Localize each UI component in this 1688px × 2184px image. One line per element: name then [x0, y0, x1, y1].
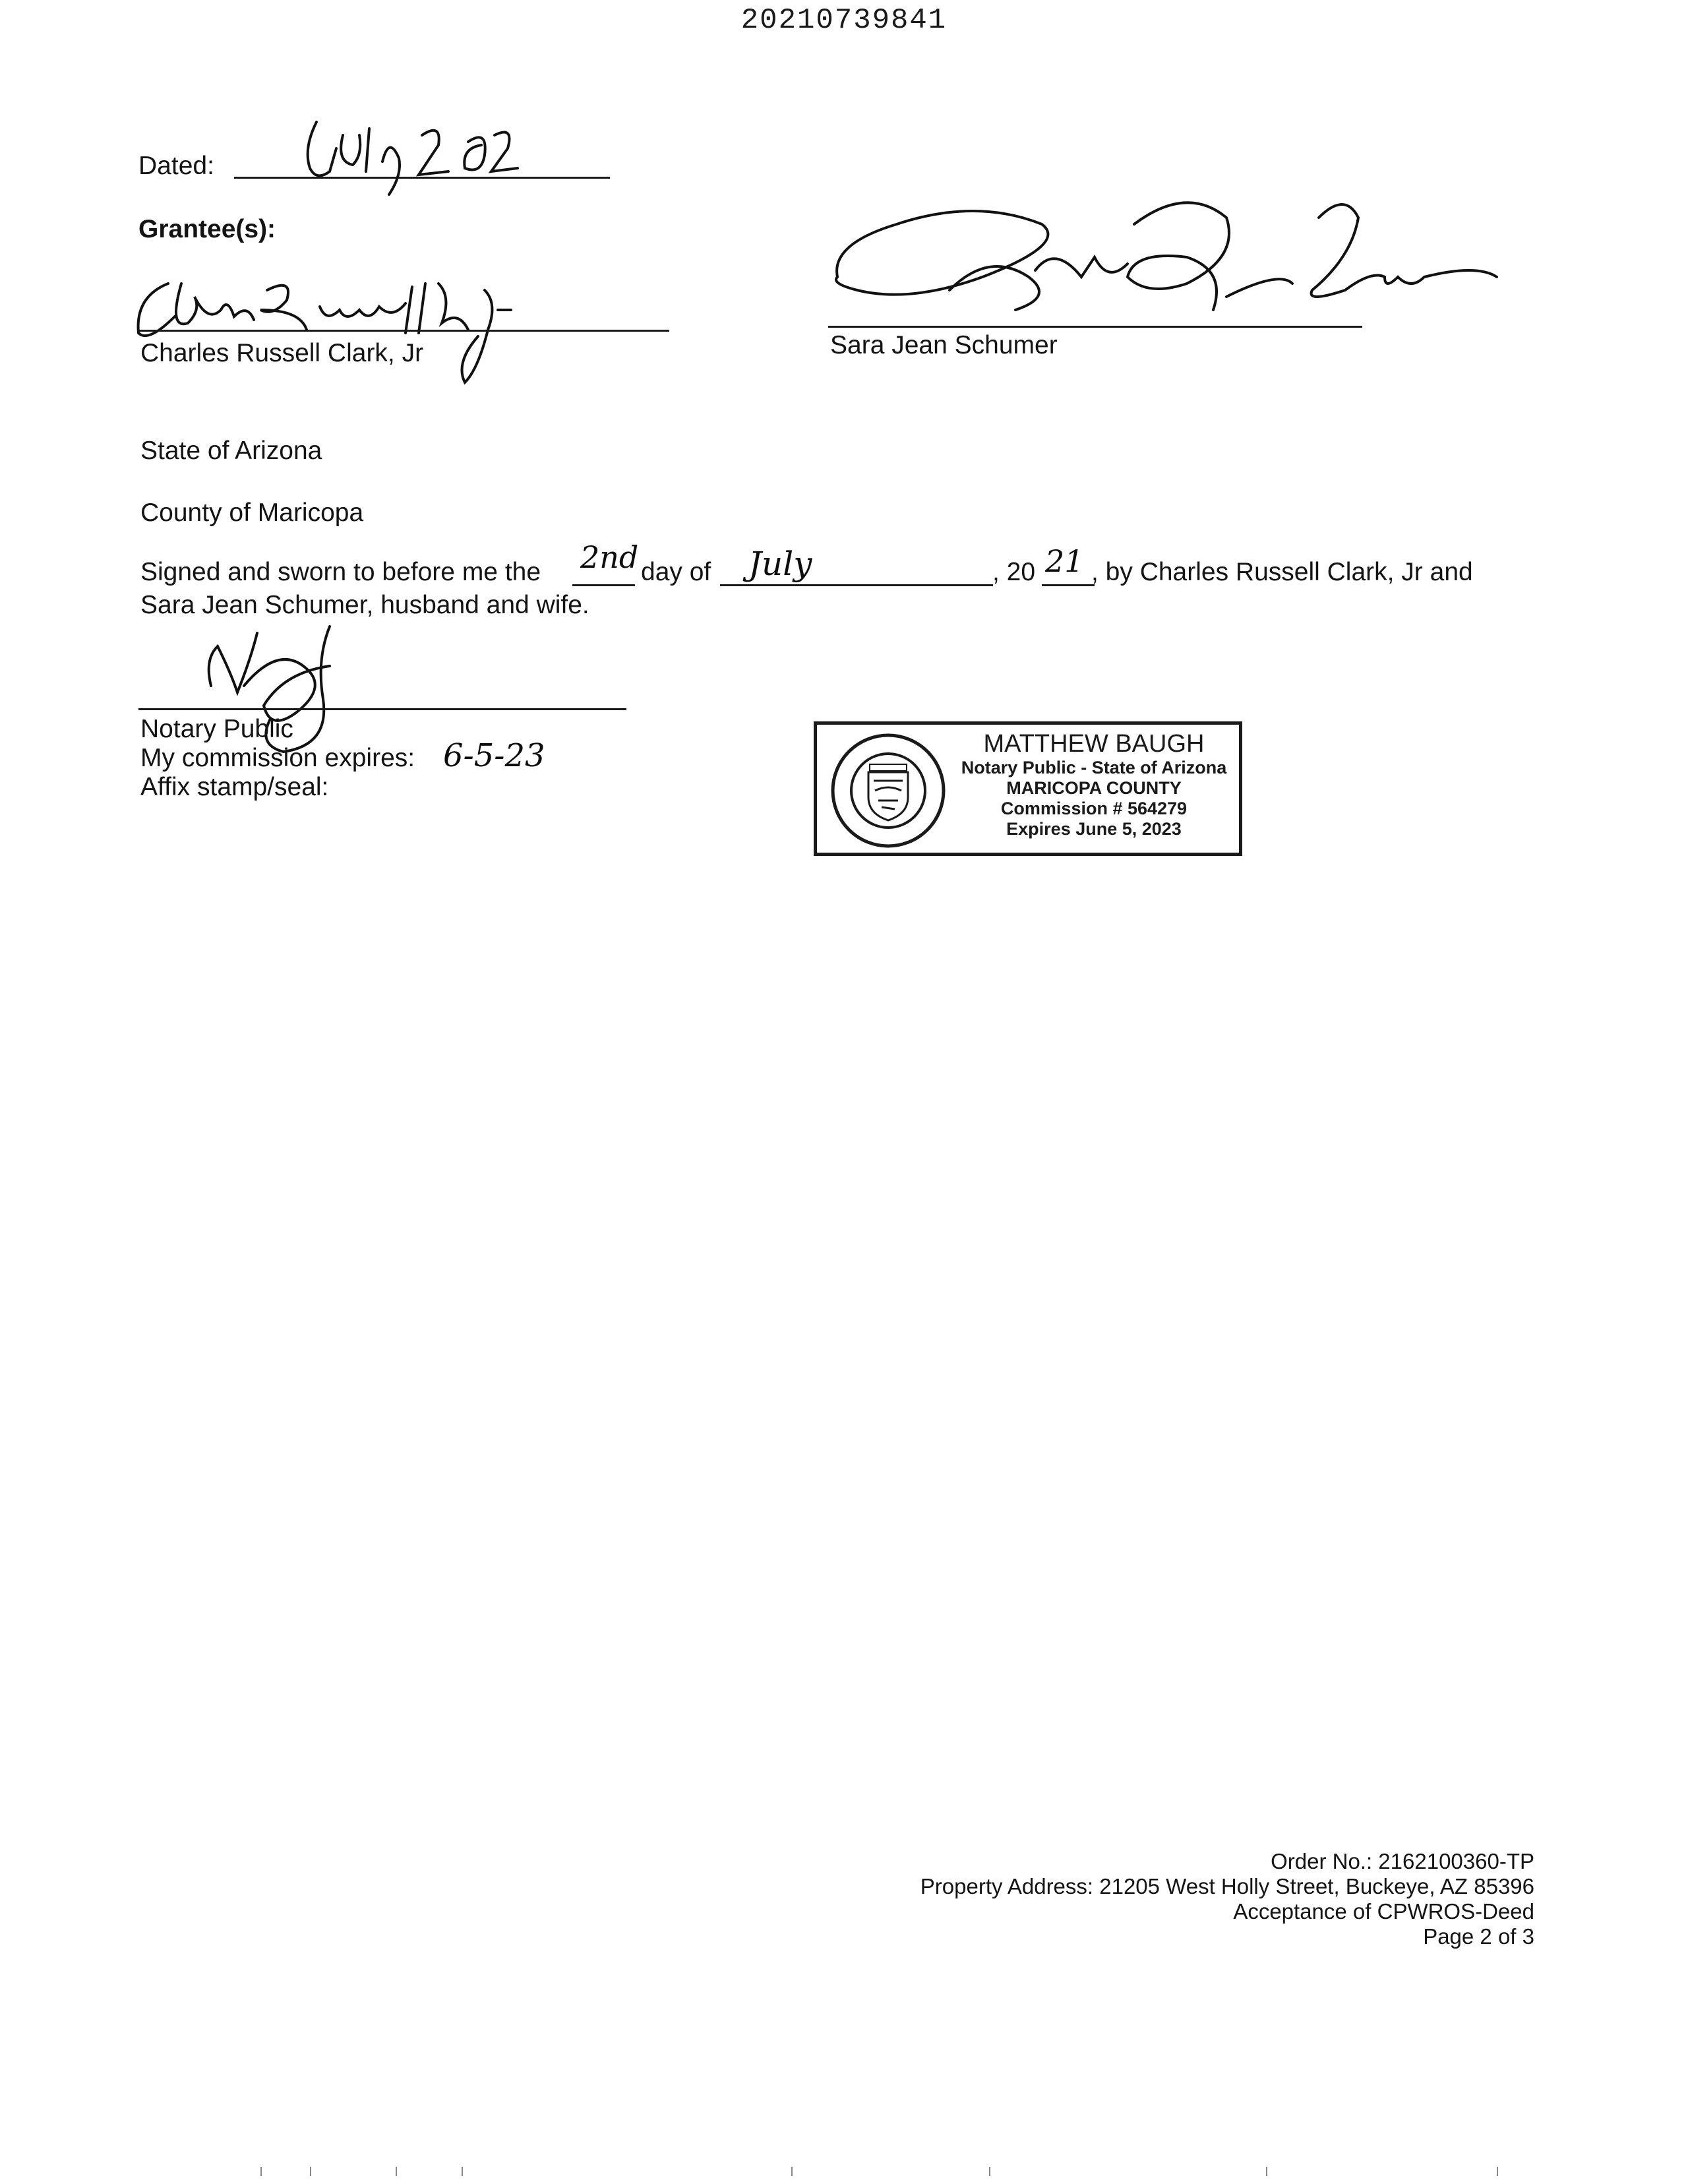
- scan-artifact: [791, 2167, 793, 2176]
- year-blank: [1042, 584, 1095, 586]
- sworn-part4: , by Charles Russell Clark, Jr and: [1091, 558, 1473, 586]
- sworn-part1: Signed and sworn to before me the: [140, 558, 541, 586]
- sworn-line2: Sara Jean Schumer, husband and wife.: [140, 591, 589, 619]
- stamp-line1: Notary Public - State of Arizona: [961, 758, 1227, 777]
- scan-artifact: [462, 2167, 463, 2176]
- signer2-line: [828, 326, 1362, 328]
- scan-artifact: [396, 2167, 397, 2176]
- commission-handwritten: 6-5-23: [443, 737, 545, 774]
- county-venue: County of Maricopa: [140, 499, 364, 527]
- year-handwritten: 21: [1045, 543, 1084, 579]
- day-handwritten: 2nd: [580, 539, 639, 575]
- scan-artifact: [1497, 2167, 1498, 2176]
- sworn-part2: day of: [641, 558, 711, 586]
- signer1-name: Charles Russell Clark, Jr: [140, 339, 424, 367]
- sworn-part3: , 20: [992, 558, 1036, 586]
- document-number: 20210739841: [740, 4, 948, 37]
- grantees-heading: Grantee(s):: [138, 215, 276, 243]
- stamp-line4: Expires June 5, 2023: [1006, 819, 1182, 839]
- signer2-signature: [818, 178, 1497, 336]
- notary-stamp: [814, 721, 1242, 856]
- stamp-notary-name: MATTHEW BAUGH: [983, 730, 1205, 758]
- scan-artifact: [260, 2167, 262, 2176]
- stamp-line2: MARICOPA COUNTY: [1006, 778, 1182, 798]
- month-blank: [720, 584, 993, 586]
- scan-artifact: [310, 2167, 311, 2176]
- notary-label: Notary Public: [140, 715, 293, 743]
- stamp-line3: Commission # 564279: [1000, 799, 1188, 818]
- month-handwritten: July: [748, 545, 812, 583]
- state-seal-icon: [829, 731, 948, 850]
- footer-order-no: Order No.: 2162100360-TP: [1271, 1849, 1534, 1873]
- signer2-name: Sara Jean Schumer: [830, 331, 1058, 359]
- commission-label: My commission expires:: [140, 744, 415, 772]
- scan-artifact: [1266, 2167, 1267, 2176]
- notary-signature-line: [138, 708, 626, 710]
- scan-artifact: [989, 2167, 990, 2176]
- day-blank: [572, 584, 635, 586]
- affix-label: Affix stamp/seal:: [140, 773, 329, 801]
- footer-property-address: Property Address: 21205 West Holly Street, Buckeye, AZ 85396: [920, 1874, 1534, 1898]
- signer1-line: [138, 330, 669, 332]
- state-venue: State of Arizona: [140, 437, 322, 465]
- dated-handwriting: [290, 109, 528, 214]
- footer-page: Page 2 of 3: [1423, 1924, 1534, 1949]
- dated-label: Dated:: [138, 152, 214, 180]
- footer-doc-type: Acceptance of CPWROS-Deed: [1233, 1899, 1534, 1924]
